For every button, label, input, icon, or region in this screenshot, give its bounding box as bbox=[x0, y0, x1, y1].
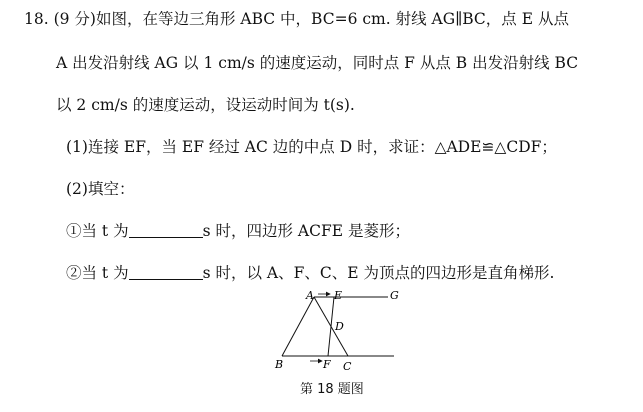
label-d: D bbox=[335, 320, 344, 333]
geometry-figure bbox=[268, 286, 408, 378]
problem-line-3: 以 2 cm/s 的速度运动，设运动时间为 t(s). bbox=[56, 96, 355, 114]
answer-blank-1[interactable] bbox=[129, 221, 203, 238]
question-2-suffix: s 时，以 A、F、C、E 为顶点的四边形是直角梯形. bbox=[202, 264, 555, 282]
label-e: E bbox=[334, 289, 343, 302]
segment-ef bbox=[328, 297, 334, 356]
label-a: A bbox=[306, 289, 314, 302]
label-g: G bbox=[390, 289, 399, 302]
question-1-suffix: s 时，四边形 ACFE 是菱形； bbox=[202, 222, 410, 240]
part-1-text: (1)连接 EF，当 EF 经过 AC 边的中点 D 时，求证：△ADE≌△CDF； bbox=[66, 138, 557, 156]
problem-line-2: A 出发沿射线 AG 以 1 cm/s 的速度运动，同时点 F 从点 B 出发沿射线 BC bbox=[56, 54, 579, 72]
question-1 bbox=[66, 220, 410, 242]
figure-caption: 第 18 题图 bbox=[300, 382, 364, 397]
question-1-prefix: ①当 t 为 bbox=[66, 222, 129, 240]
label-f: F bbox=[323, 358, 331, 371]
part-2-text: (2)填空： bbox=[66, 180, 135, 198]
segment-ab bbox=[282, 297, 314, 356]
label-b: B bbox=[275, 358, 284, 371]
question-2-prefix: ②当 t 为 bbox=[66, 264, 129, 282]
label-c: C bbox=[343, 360, 352, 373]
question-2 bbox=[66, 262, 554, 284]
answer-blank-2[interactable] bbox=[129, 263, 203, 280]
problem-line-1: 18. (9 分)如图，在等边三角形 ABC 中，BC=6 cm. 射线 AG∥BC，点 E 从点 bbox=[24, 10, 569, 28]
